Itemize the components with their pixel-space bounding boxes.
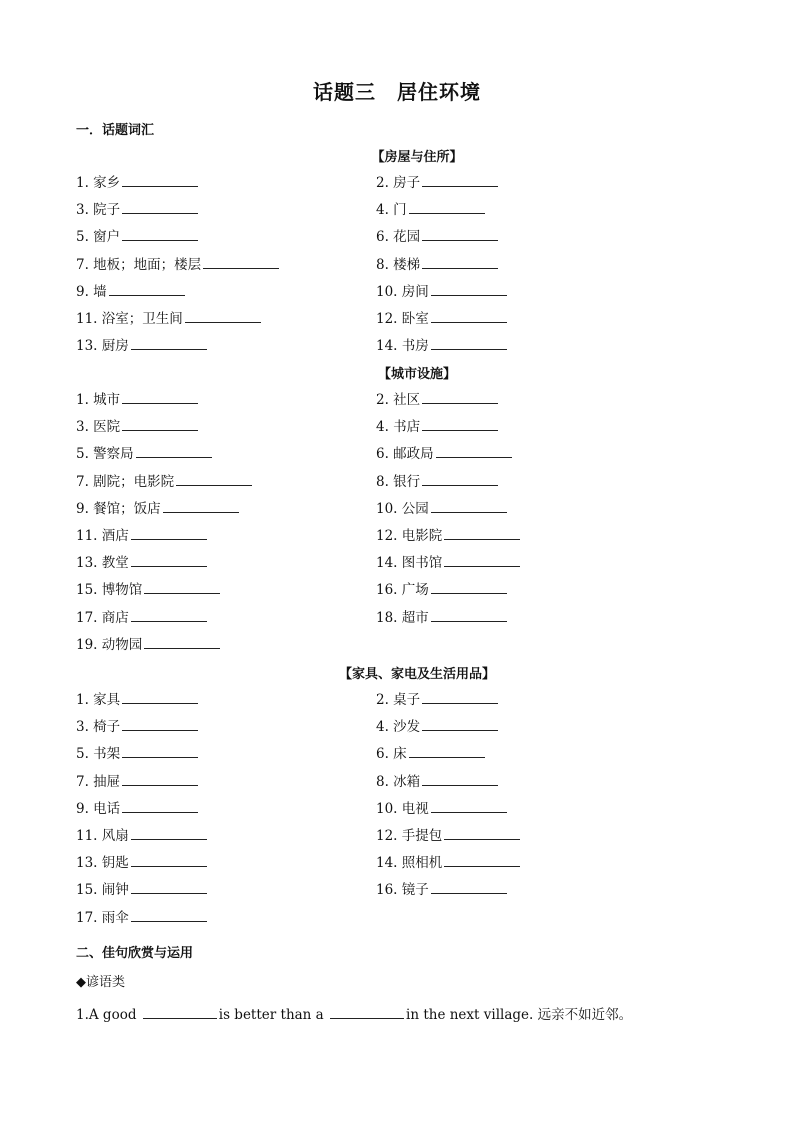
vocab-label: 13. 钥匙: [76, 855, 129, 872]
vocab-item: [76, 173, 198, 192]
vocab-item: [76, 744, 198, 763]
answer-blank[interactable]: [203, 255, 279, 269]
vocab-label: 14. 图书馆: [376, 555, 443, 572]
vocab-item: [376, 444, 512, 463]
vocab-label: 10. 电视: [376, 800, 429, 817]
vocab-label: 17. 商店: [76, 609, 129, 626]
answer-blank[interactable]: [131, 526, 207, 540]
answer-blank[interactable]: [422, 772, 498, 786]
vocab-label: 6. 花园: [376, 229, 421, 246]
proverb-sentence: [76, 1003, 632, 1023]
answer-blank[interactable]: [431, 580, 507, 594]
vocab-label: 1. 家乡: [76, 175, 121, 191]
vocab-item: [76, 526, 207, 545]
answer-blank[interactable]: [409, 200, 485, 214]
answer-blank[interactable]: [122, 173, 198, 187]
answer-blank[interactable]: [122, 690, 198, 704]
vocab-item: [376, 717, 498, 736]
vocab-item: [76, 553, 207, 572]
vocab-item: [76, 880, 207, 899]
vocab-label: 3. 医院: [76, 419, 121, 436]
vocab-label: 12. 电影院: [376, 528, 443, 544]
vocab-label: 4. 沙发: [376, 719, 421, 736]
sentence-part-3: in the next village. 远亲不如近邻。: [406, 1007, 633, 1023]
proverb-heading: ◆谚语类: [76, 975, 125, 990]
vocab-item: [76, 417, 198, 436]
answer-blank[interactable]: [422, 472, 498, 486]
vocab-label: 2. 桌子: [376, 692, 421, 708]
vocab-item: [376, 390, 498, 409]
vocab-label: 4. 门: [376, 202, 407, 219]
vocab-item: [376, 282, 507, 301]
answer-blank[interactable]: [176, 472, 252, 486]
answer-blank[interactable]: [422, 690, 498, 704]
vocab-label: 8. 楼梯: [376, 256, 421, 273]
sentence-part-1: 1.A good: [76, 1007, 137, 1023]
vocab-label: 2. 社区: [376, 392, 421, 408]
vocab-item: [76, 772, 198, 791]
answer-blank[interactable]: [409, 744, 485, 758]
vocab-item: [76, 717, 198, 736]
answer-blank[interactable]: [431, 336, 507, 350]
answer-blank[interactable]: [431, 499, 507, 513]
answer-blank[interactable]: [122, 200, 198, 214]
answer-blank[interactable]: [122, 717, 198, 731]
vocab-label: 13. 教堂: [76, 555, 129, 572]
vocab-label: 14. 照相机: [376, 855, 443, 872]
vocab-item: [376, 417, 498, 436]
vocab-item: [76, 282, 185, 301]
answer-blank[interactable]: [131, 336, 207, 350]
vocab-label: 5. 警察局: [76, 446, 134, 463]
vocab-label: 10. 房间: [376, 283, 429, 300]
vocab-item: [76, 635, 220, 654]
answer-blank[interactable]: [163, 499, 239, 513]
answer-blank[interactable]: [122, 744, 198, 758]
vocab-label: 11. 浴室；卫生间: [76, 311, 183, 327]
page-title: 话题三 居住环境: [313, 80, 481, 104]
vocab-item: [376, 826, 520, 845]
vocab-label: 9. 墙: [76, 283, 107, 300]
vocab-item: [376, 227, 498, 246]
answer-blank[interactable]: [143, 1005, 217, 1019]
vocab-label: 12. 手提包: [376, 828, 443, 844]
answer-blank[interactable]: [330, 1005, 404, 1019]
vocab-item: [76, 227, 198, 246]
vocab-label: 13. 厨房: [76, 338, 129, 355]
answer-blank[interactable]: [422, 227, 498, 241]
answer-blank[interactable]: [422, 390, 498, 404]
vocab-item: [376, 309, 507, 328]
answer-blank[interactable]: [122, 417, 198, 431]
answer-blank[interactable]: [144, 635, 220, 649]
vocab-item: [376, 853, 520, 872]
vocab-label: 7. 剧院；电影院: [76, 473, 175, 490]
vocab-label: 17. 雨伞: [76, 909, 129, 926]
answer-blank[interactable]: [185, 309, 261, 323]
answer-blank[interactable]: [131, 853, 207, 867]
category-furniture: 【家具、家电及生活用品】: [338, 667, 495, 682]
vocab-item: [376, 200, 485, 219]
vocab-item: [376, 772, 498, 791]
vocab-label: 5. 窗户: [76, 229, 121, 246]
answer-blank[interactable]: [136, 444, 212, 458]
vocab-item: [376, 336, 507, 355]
vocab-item: [76, 853, 207, 872]
vocab-label: 12. 卧室: [376, 311, 429, 327]
vocab-label: 15. 博物馆: [76, 582, 143, 599]
vocab-label: 3. 院子: [76, 202, 121, 219]
vocab-label: 1. 城市: [76, 392, 121, 408]
vocab-item: [76, 499, 239, 518]
vocab-item: [76, 580, 220, 599]
vocab-item: [376, 690, 498, 709]
vocab-item: [76, 799, 198, 818]
vocab-item: [376, 553, 520, 572]
vocab-label: 4. 书店: [376, 419, 421, 436]
vocab-label: 14. 书房: [376, 338, 429, 355]
vocab-label: 16. 广场: [376, 582, 429, 599]
vocab-item: [76, 390, 198, 409]
vocab-label: 19. 动物园: [76, 636, 143, 653]
answer-blank[interactable]: [422, 417, 498, 431]
vocab-item: [76, 826, 207, 845]
vocab-label: 11. 酒店: [76, 528, 129, 544]
answer-blank[interactable]: [431, 309, 507, 323]
vocab-label: 1. 家具: [76, 692, 121, 708]
vocab-item: [376, 799, 507, 818]
category-city: 【城市设施】: [377, 367, 456, 382]
vocab-label: 9. 电话: [76, 800, 121, 817]
answer-blank[interactable]: [431, 608, 507, 622]
answer-blank[interactable]: [444, 526, 520, 540]
answer-blank[interactable]: [431, 282, 507, 296]
vocab-item: [76, 690, 198, 709]
vocab-label: 8. 银行: [376, 473, 421, 490]
answer-blank[interactable]: [131, 908, 207, 922]
vocab-label: 7. 地板；地面；楼层: [76, 256, 202, 273]
answer-blank[interactable]: [131, 880, 207, 894]
answer-blank[interactable]: [444, 553, 520, 567]
vocab-item: [376, 255, 498, 274]
vocab-label: 18. 超市: [376, 609, 429, 626]
answer-blank[interactable]: [422, 255, 498, 269]
answer-blank[interactable]: [109, 282, 185, 296]
vocab-item: [376, 173, 498, 192]
vocab-item: [76, 908, 207, 927]
vocab-item: [376, 744, 485, 763]
vocab-item: [76, 255, 279, 274]
answer-blank[interactable]: [444, 826, 520, 840]
vocab-label: 5. 书架: [76, 746, 121, 763]
vocab-item: [376, 580, 507, 599]
sentence-part-2: is better than a: [218, 1007, 324, 1023]
vocab-label: 9. 餐馆；饭店: [76, 500, 161, 517]
section-heading-sentences: 二、佳句欣赏与运用: [76, 946, 194, 961]
vocab-label: 7. 抽屉: [76, 773, 121, 790]
vocab-item: [376, 880, 507, 899]
vocab-label: 6. 床: [376, 746, 407, 763]
vocab-item: [76, 472, 252, 491]
answer-blank[interactable]: [422, 717, 498, 731]
answer-blank[interactable]: [444, 853, 520, 867]
vocab-item: [376, 608, 507, 627]
vocab-item: [76, 336, 207, 355]
answer-blank[interactable]: [431, 799, 507, 813]
answer-blank[interactable]: [131, 608, 207, 622]
vocab-label: 8. 冰箱: [376, 773, 421, 790]
vocab-item: [376, 526, 520, 545]
answer-blank[interactable]: [122, 227, 198, 241]
answer-blank[interactable]: [122, 390, 198, 404]
section-heading-vocabulary: 一．话题词汇: [76, 123, 155, 138]
answer-blank[interactable]: [122, 772, 198, 786]
answer-blank[interactable]: [131, 553, 207, 567]
answer-blank[interactable]: [422, 173, 498, 187]
answer-blank[interactable]: [431, 880, 507, 894]
vocab-label: 6. 邮政局: [376, 446, 434, 463]
answer-blank[interactable]: [131, 826, 207, 840]
vocab-label: 10. 公园: [376, 500, 429, 517]
vocab-label: 16. 镜子: [376, 882, 429, 899]
vocab-label: 3. 椅子: [76, 719, 121, 736]
answer-blank[interactable]: [436, 444, 512, 458]
vocab-label: 2. 房子: [376, 175, 421, 191]
answer-blank[interactable]: [122, 799, 198, 813]
vocab-item: [376, 499, 507, 518]
vocab-item: [76, 608, 207, 627]
answer-blank[interactable]: [144, 580, 220, 594]
vocab-label: 15. 闹钟: [76, 882, 129, 899]
vocab-item: [76, 309, 261, 328]
vocab-item: [76, 200, 198, 219]
vocab-item: [76, 444, 212, 463]
vocab-item: [376, 472, 498, 491]
vocab-label: 11. 风扇: [76, 828, 129, 844]
category-housing: 【房屋与住所】: [371, 150, 463, 165]
